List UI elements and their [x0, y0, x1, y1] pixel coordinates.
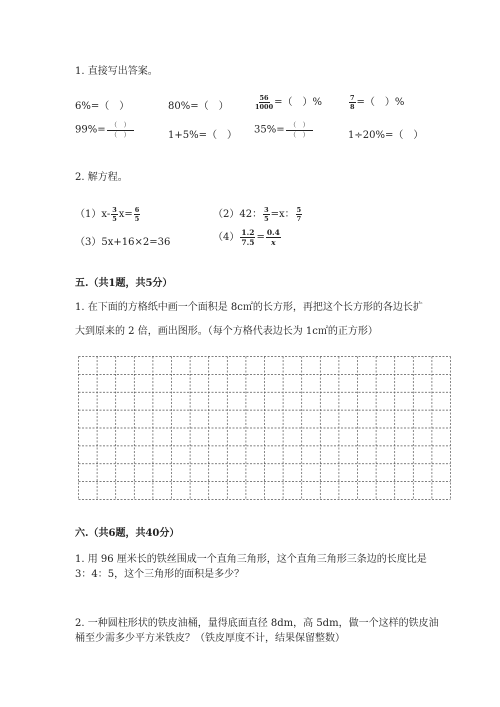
equation-3: （3）5x+16×2=36: [75, 237, 171, 248]
question-fraction-7-8: $\frac{7}{8}$ =（ ）%: [350, 93, 405, 111]
section6-title: 六.（共6题，共40分）: [75, 528, 180, 539]
fraction: $\frac{7}{8}$: [350, 93, 355, 111]
grid-paper[interactable]: [78, 356, 451, 500]
fraction: $\frac{56}{1000}$: [255, 93, 274, 111]
question-80-percent: 80%=（ ）: [168, 101, 229, 112]
section2-heading: 2. 解方程。: [75, 172, 128, 183]
question-1-div-20-percent: 1÷20%=（ ）: [348, 130, 424, 141]
fraction: $\frac{6}{5}$: [134, 205, 140, 223]
fraction: $\frac{0.4}{x}$: [266, 227, 280, 247]
section1-heading: 1. 直接写出答案。: [75, 66, 158, 77]
fraction: $\frac{1.2}{7.5}$: [241, 227, 255, 247]
question-35-percent: 35%= $\frac{( )}{( )}$: [254, 122, 313, 138]
blank-fraction: $\frac{( )}{( )}$: [107, 122, 135, 138]
section5-question-1-line-2: 大到原来的 2 倍，画出图形。（每个方格代表边长为 1c㎡的正方形）: [75, 326, 378, 337]
section6-question-2-line-2: 桶至少需多少平方米铁皮？（铁皮厚度不计，结果保留整数）: [75, 633, 345, 644]
section6-question-1-line-2: 3：4：5，这个三角形的面积是多少？: [75, 569, 245, 580]
question-6-percent: 6%=（ ）: [75, 101, 130, 112]
equation-2: （2）42： $\frac{3}{5}$ =x： $\frac{5}{7}$: [213, 205, 302, 223]
question-fraction-56-1000: $\frac{56}{1000}$ =（ ）%: [255, 93, 322, 111]
blank-fraction: $\frac{( )}{( )}$: [286, 122, 314, 138]
question-99-percent: 99%= $\frac{( )}{( )}$: [75, 122, 134, 138]
fraction: $\frac{5}{7}$: [296, 205, 302, 223]
equation-4: （4） $\frac{1.2}{7.5}$ = $\frac{0.4}{x}$: [213, 227, 280, 247]
section6-question-1-line-1: 1. 用 96 厘米长的铁丝围成一个直角三角形，这个直角三角形三条边的长度比是: [75, 554, 427, 565]
section5-title: 五.（共1题，共5分）: [75, 278, 173, 289]
section5-question-1-line-1: 1. 在下面的方格纸中画一个面积是 8c㎡的长方形，再把这个长方形的各边长扩: [75, 302, 423, 313]
section6-question-2-line-1: 2. 一种圆柱形状的铁皮油桶，量得底面直径 8dm，高 5dm，做一个这样的铁皮油: [75, 618, 439, 629]
fraction: $\frac{3}{5}$: [264, 205, 269, 223]
question-1-plus-5-percent: 1+5%=（ ）: [168, 130, 237, 141]
fraction: $\frac{3}{5}$: [112, 205, 117, 223]
equation-1: （1）x- $\frac{3}{5}$ x= $\frac{6}{5}$: [75, 205, 140, 223]
